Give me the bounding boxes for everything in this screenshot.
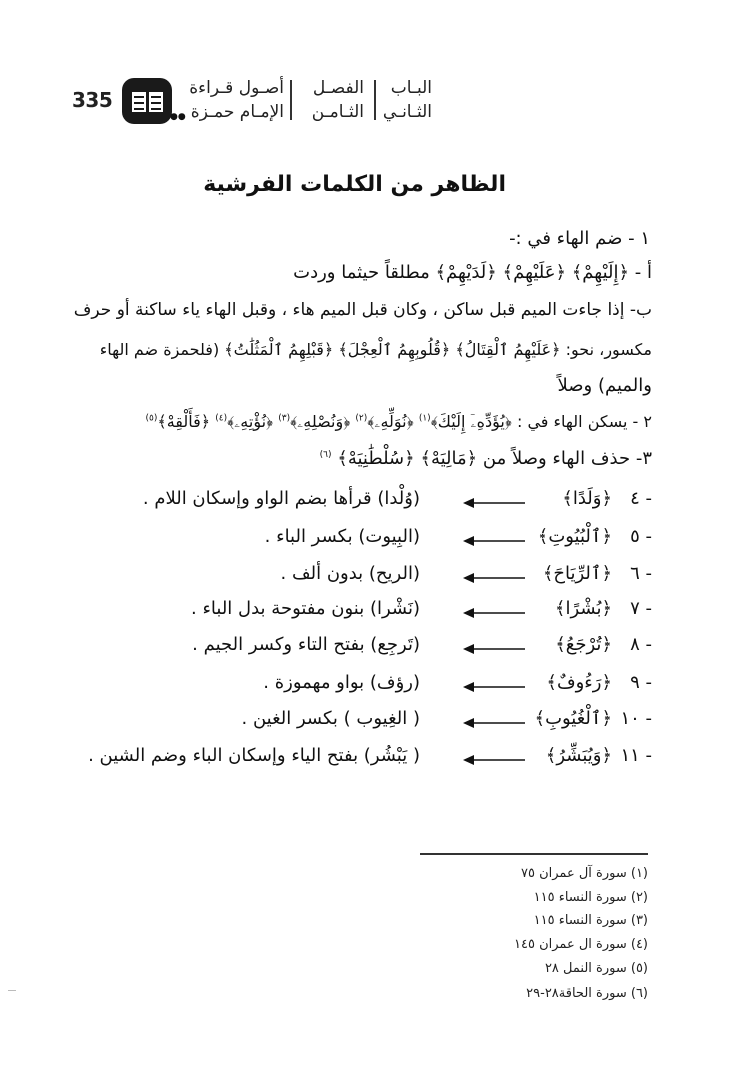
entry-number: ١٠ -	[620, 708, 652, 729]
entry-word: ﴿ٱلْغُيُوبِ﴾	[534, 708, 612, 729]
footnote: (١) سورة آل عمران ٧٥	[521, 866, 648, 881]
entry-description: ( يَبْشُر) بفتح الياء وإسكان الباء وضم الشين .	[88, 745, 420, 766]
entry-description: (وُلْدا) قرأها بضم الواو وإسكان اللام .	[142, 488, 420, 509]
section1-line-b1: ب- إذا جاءت الميم قبل ساكن ، وكان قبل الميم هاء ، وقبل الهاء ياء ساكنة أو حرف	[73, 300, 652, 320]
entry-word: ﴿ٱلرِّيَاحَ﴾	[542, 563, 612, 584]
entry-description: (رؤف) بواو مهموزة .	[263, 672, 420, 693]
footnote: (٤) سورة ال عمران ١٤٥	[514, 937, 648, 952]
left-arrow-icon	[463, 572, 525, 584]
section2-word: ﴿نُوَلِّهِۦ﴾	[367, 412, 414, 431]
header-divider	[290, 80, 292, 120]
page-number: 335	[72, 88, 113, 112]
footnote-ref: (٤)	[215, 413, 228, 424]
left-arrow-icon	[463, 497, 525, 509]
footnote-divider	[420, 853, 648, 855]
section2-word: ﴿نُؤْتِهِۦ﴾	[227, 412, 274, 431]
entry-description: (تَرجِع) بفتح التاء وكسر الجيم .	[192, 634, 420, 655]
footnote: (٥) سورة النمل ٢٨	[544, 961, 648, 976]
entry-number: ٨ -	[630, 634, 652, 655]
section1-line-b3: والميم) وصلاً	[557, 375, 652, 396]
left-arrow-icon	[463, 535, 525, 547]
entry-description: (الريح) بدون ألف .	[280, 563, 420, 584]
section3-line	[320, 448, 652, 469]
section2-word: ﴿فَأَلْقِهْ﴾	[157, 412, 211, 431]
footnote-ref: (٢)	[355, 413, 368, 424]
book-title-line2: الإمـام حمـزة	[190, 102, 284, 122]
footnote: (٦) سورة الحاقة٢٨-٢٩	[526, 986, 648, 1001]
part-value: الثـانـي	[382, 102, 432, 122]
entry-word: ﴿تُرْجَعُ﴾	[555, 634, 612, 655]
footnote: (٢) سورة النساء ١١٥	[533, 890, 648, 905]
scan-mark	[8, 990, 16, 991]
left-arrow-icon	[463, 717, 525, 729]
section1-line-b2: مكسور، نحو: ﴿عَلَيْهِمُ ٱلْقِتَالُ﴾ ﴿قُلُوبِهِمُ ٱلْعِجْلَ﴾ ﴿قَبْلِهِمُ ٱلْمَثُلَٰتُ﴾ (فلحمزة ضم الهاء	[99, 340, 652, 359]
book-title-line1: أصـول قـراءة	[189, 78, 284, 98]
section2-word: ﴿وَنُصْلِهِۦ﴾	[290, 412, 351, 431]
section2-prefix: ٢ - يسكن الهاء في :	[516, 412, 652, 431]
chapter-label: الفصـل	[312, 78, 364, 98]
entry-word: ﴿رَءُوفٌ﴾	[546, 672, 612, 693]
section2-word: ﴿يُؤَدِّهِۦٓ إِلَيْكَ﴾	[430, 412, 512, 431]
footnote-ref: (٦)	[319, 450, 332, 460]
footnote: (٣) سورة النساء ١١٥	[533, 913, 648, 928]
section2-line	[145, 412, 652, 432]
entry-number: ٧ -	[630, 598, 652, 619]
entry-number: ٦ -	[630, 563, 652, 584]
left-arrow-icon	[463, 754, 525, 766]
book-logo-icon: ●●	[122, 78, 172, 124]
entry-description: (نَشْرا) بنون مفتوحة بدل الباء .	[191, 598, 420, 619]
footnote-ref: (١)	[418, 413, 431, 424]
section1-heading: ١ - ضم الهاء في :-	[509, 228, 650, 249]
entry-word: ﴿وَلَدًا﴾	[562, 488, 612, 509]
entry-word: ﴿بُشْرًا﴾	[554, 598, 612, 619]
entry-number: ١١ -	[620, 745, 652, 766]
footnote-ref: (٥)	[145, 413, 158, 424]
part-label: البـاب	[390, 78, 432, 98]
left-arrow-icon	[463, 681, 525, 693]
section1-line-a: أ - ﴿إِلَيْهِمْ﴾ ﴿عَلَيْهِمْ﴾ ﴿لَدَيْهِمْ﴾ مطلقاً حيثما وردت	[293, 262, 652, 283]
left-arrow-icon	[463, 607, 525, 619]
left-arrow-icon	[463, 643, 525, 655]
entry-description: ( الغِيوب ) بكسر الغين .	[241, 708, 420, 729]
page-title: الظاهر من الكلمات الفرشية	[203, 172, 506, 197]
entry-word: ﴿ٱلْبُيُوتِ﴾	[537, 526, 612, 547]
footnote-ref: (٣)	[278, 413, 291, 424]
entry-number: ٤ -	[630, 488, 652, 509]
entry-word: ﴿وَيُبَشِّرُ﴾	[545, 745, 612, 766]
entry-number: ٩ -	[630, 672, 652, 693]
entry-number: ٥ -	[630, 526, 652, 547]
section3-text: ٣- حذف الهاء وصلاً من ﴿مَالِيَهْ﴾ ﴿سُلْطَٰنِيَهْ﴾	[337, 448, 652, 469]
chapter-value: الثـامـن	[311, 102, 364, 122]
header-divider	[374, 80, 376, 120]
entry-description: (البِيوت) بكسر الباء .	[264, 526, 420, 547]
